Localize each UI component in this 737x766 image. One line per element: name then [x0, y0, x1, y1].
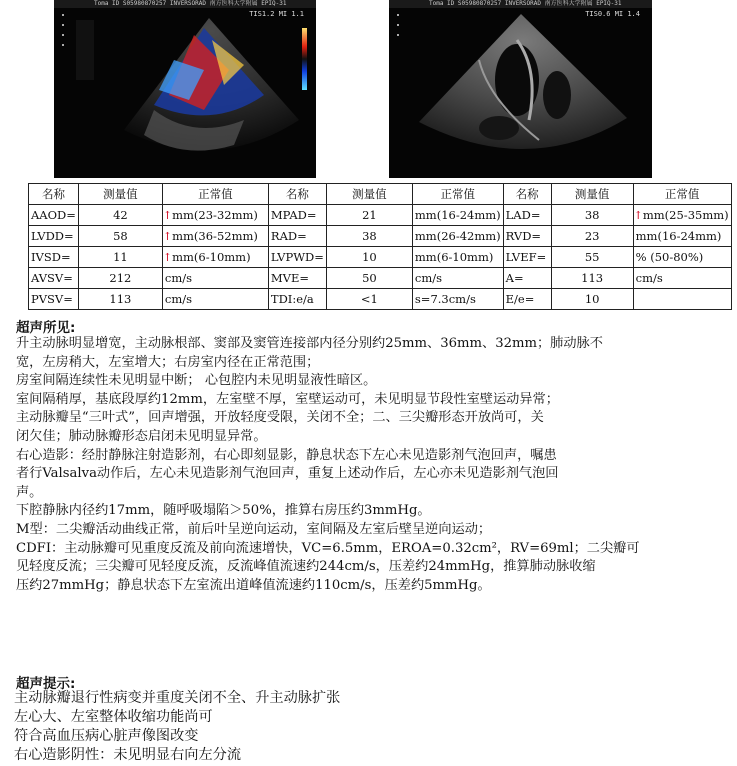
findings-line: 房室间隔连续性未见明显中断； 心包腔内未见明显液性暗区。 [16, 373, 377, 389]
measure-value [78, 289, 162, 310]
measure-name [29, 268, 79, 289]
measure-name [268, 247, 326, 268]
cell-text: RVD= [505, 229, 542, 243]
cell-text: 21 [362, 208, 377, 222]
elevated-arrow-icon: ↑ [162, 230, 173, 243]
normal-range [162, 268, 268, 289]
conclusion-heading: 超声提示: [16, 676, 76, 692]
findings-line: 压约27mmHg；静息状态下左室流出道峰值流速约110cm/s，压差约5mmHg。 [16, 577, 491, 593]
conclusion-item: 右心造影阴性：未见明显右向左分流 [14, 747, 242, 763]
measure-value [78, 247, 162, 268]
column-header: 测量值 [326, 184, 412, 205]
column-header: 正常值 [162, 184, 268, 205]
measure-value [78, 205, 162, 226]
cell-text: 42 [113, 208, 128, 222]
column-header: 正常值 [412, 184, 503, 205]
cell-text: 38 [584, 208, 600, 222]
cell-text: 50 [362, 271, 377, 285]
image-readout: TIS1.2 MI 1.1 [249, 10, 304, 18]
cell-text: LVPWD= [270, 250, 324, 264]
cell-text: LVDD= [31, 229, 74, 243]
normal-range [412, 289, 503, 310]
normal-range [633, 205, 731, 226]
cell-text: 113 [109, 292, 132, 306]
normal-range [412, 205, 503, 226]
table-row [29, 268, 732, 289]
measure-value [326, 289, 412, 310]
conclusion-item: 符合高血压病心脏声像图改变 [14, 728, 199, 744]
measure-name [29, 205, 79, 226]
ultrasound-image-doppler [54, 0, 316, 178]
doppler-scan-graphic [54, 0, 316, 178]
findings-line: 见轻度反流；三尖瓣可见轻度反流，反流峰值流速约244cm/s，压差约24mmHg，推算肺动脉收缩 [16, 559, 596, 575]
cell-text: IVSD= [31, 250, 71, 264]
conclusion-item: 主动脉瓣退行性病变并重度关闭不全、升主动脉扩张 [14, 690, 341, 706]
normal-range [412, 268, 503, 289]
findings-heading: 超声所见: [16, 320, 76, 336]
measure-value [326, 205, 412, 226]
cell-text: MVE= [270, 271, 310, 285]
findings-text [16, 335, 716, 595]
cell-text: cm/s [164, 292, 193, 306]
measure-value [551, 205, 633, 226]
cell-text: TDI:e/a [270, 292, 314, 306]
cell-text: PVSV= [31, 292, 73, 306]
grayscale-scan-graphic [389, 0, 652, 178]
measure-value [326, 226, 412, 247]
cell-text: mm(23-32mm) [172, 208, 258, 222]
findings-line: 者行Valsalva动作后，左心未见造影剂气泡回声，重复上述动作后，左心亦未见造影剂气泡回 [16, 466, 559, 482]
findings-line: 右心造影：经肘静脉注射造影剂，右心即刻显影，静息状态下左心未见造影剂气泡回声，嘱患 [16, 447, 557, 463]
cell-text: AVSV= [31, 271, 73, 285]
measure-name [268, 226, 326, 247]
cell-text: mm(16-24mm) [635, 229, 722, 243]
normal-range [412, 247, 503, 268]
image-readout: TIS0.6 MI 1.4 [585, 10, 640, 18]
conclusion-list [14, 689, 340, 765]
elevated-arrow-icon: ↑ [162, 209, 173, 222]
elevated-arrow-icon: ↑ [162, 251, 173, 264]
normal-range [633, 268, 731, 289]
cell-text: 113 [581, 271, 604, 285]
cell-text: AAOD= [31, 208, 76, 222]
normal-range [633, 289, 731, 310]
measure-name [29, 247, 79, 268]
column-header: 名称 [503, 184, 551, 205]
column-header: 名称 [268, 184, 326, 205]
measure-value [78, 226, 162, 247]
normal-range [162, 247, 268, 268]
column-header: 测量值 [78, 184, 162, 205]
measure-value [551, 289, 633, 310]
measure-value [551, 268, 633, 289]
elevated-arrow-icon: ↑ [633, 209, 643, 222]
cell-text: cm/s [414, 271, 443, 285]
cell-text: 10 [584, 292, 600, 306]
normal-range [633, 247, 731, 268]
cell-text: A= [505, 271, 524, 285]
cell-text: mm(26-42mm) [414, 229, 501, 243]
measure-name [503, 205, 551, 226]
normal-range [162, 289, 268, 310]
normal-range [162, 205, 268, 226]
cell-text: mm(6-10mm) [414, 250, 494, 264]
findings-line: 声。 [16, 484, 43, 500]
findings-line: 宽，左房稍大，左室增大；右房室内径在正常范围； [16, 354, 320, 370]
cell-text: 10 [362, 250, 377, 264]
measure-name [29, 289, 79, 310]
column-header: 名称 [29, 184, 79, 205]
measure-value [326, 268, 412, 289]
measure-name [503, 289, 551, 310]
normal-range [162, 226, 268, 247]
cell-text: % (50-80%) [635, 250, 704, 264]
column-header: 正常值 [633, 184, 731, 205]
cell-text: MPAD= [270, 208, 317, 222]
cell-text: E/e= [505, 292, 535, 306]
measure-value [551, 226, 633, 247]
measurement-table [28, 183, 732, 310]
findings-line: 下腔静脉内径约17mm，随呼吸塌陷＞50%，推算右房压约3mmHg。 [16, 503, 431, 519]
cell-text: LAD= [505, 208, 541, 222]
normal-range [633, 226, 731, 247]
findings-line: M型：二尖瓣活动曲线正常，前后叶呈逆向运动，室间隔及左室后壁呈逆向运动； [16, 521, 492, 537]
measure-value [78, 268, 162, 289]
normal-range [412, 226, 503, 247]
cell-text: mm(6-10mm) [172, 250, 251, 264]
cell-text: 38 [362, 229, 377, 243]
image-header: Toma ID S05980870257 INVERSORAD 南方医科大学附属 EPIQ-31 [54, 0, 316, 8]
cell-text: 23 [584, 229, 600, 243]
measure-value [326, 247, 412, 268]
measure-name [29, 226, 79, 247]
table-header-row [29, 184, 732, 205]
cell-text: cm/s [635, 271, 663, 285]
measure-name [268, 289, 326, 310]
column-header: 测量值 [551, 184, 633, 205]
conclusion-item: 左心大、左室整体收缩功能尚可 [14, 709, 213, 725]
image-header: Toma ID S05980870257 INVERSORAD 南方医科大学附属 EPIQ-31 [389, 0, 652, 8]
cell-text: mm(25-35mm) [642, 208, 729, 222]
cell-text: 212 [109, 271, 132, 285]
findings-line: 室间隔稍厚，基底段厚约12mm，左室壁不厚，室壁运动可，未见明显节段性室壁运动异常； [16, 391, 559, 407]
ultrasound-image-grayscale [389, 0, 652, 178]
cell-text: cm/s [164, 271, 193, 285]
findings-line: 闭欠佳；肺动脉瓣形态启闭未见明显异常。 [16, 428, 267, 444]
cell-text: 11 [113, 250, 128, 264]
cell-text: RAD= [270, 229, 307, 243]
cell-text: 58 [113, 229, 128, 243]
measure-name [503, 268, 551, 289]
findings-line: CDFI：主动脉瓣可见重度反流及前向流速增快，VC=6.5mm，EROA=0.32cm²，RV=69ml；二尖瓣可 [16, 540, 640, 556]
measure-value [551, 247, 633, 268]
cell-text: <1 [360, 292, 378, 306]
measure-name [503, 247, 551, 268]
findings-line: 主动脉瓣呈“三叶式”，回声增强，开放轻度受限，关闭不全；二、三尖瓣形态开放尚可，关 [16, 410, 544, 426]
table-row [29, 205, 732, 226]
cell-text: mm(36-52mm) [172, 229, 258, 243]
findings-line: 升主动脉明显增宽，主动脉根部、窦部及窦管连接部内径分别约25mm、36mm、32mm；肺动脉不 [16, 336, 603, 351]
measure-name [268, 205, 326, 226]
table-row [29, 289, 732, 310]
cell-text: 55 [584, 250, 600, 264]
measure-name [268, 268, 326, 289]
cell-text: s=7.3cm/s [414, 292, 476, 306]
table-row [29, 247, 732, 268]
table-row [29, 226, 732, 247]
cell-text: mm(16-24mm) [414, 208, 501, 222]
measure-name [503, 226, 551, 247]
cell-text: LVEF= [505, 250, 547, 264]
